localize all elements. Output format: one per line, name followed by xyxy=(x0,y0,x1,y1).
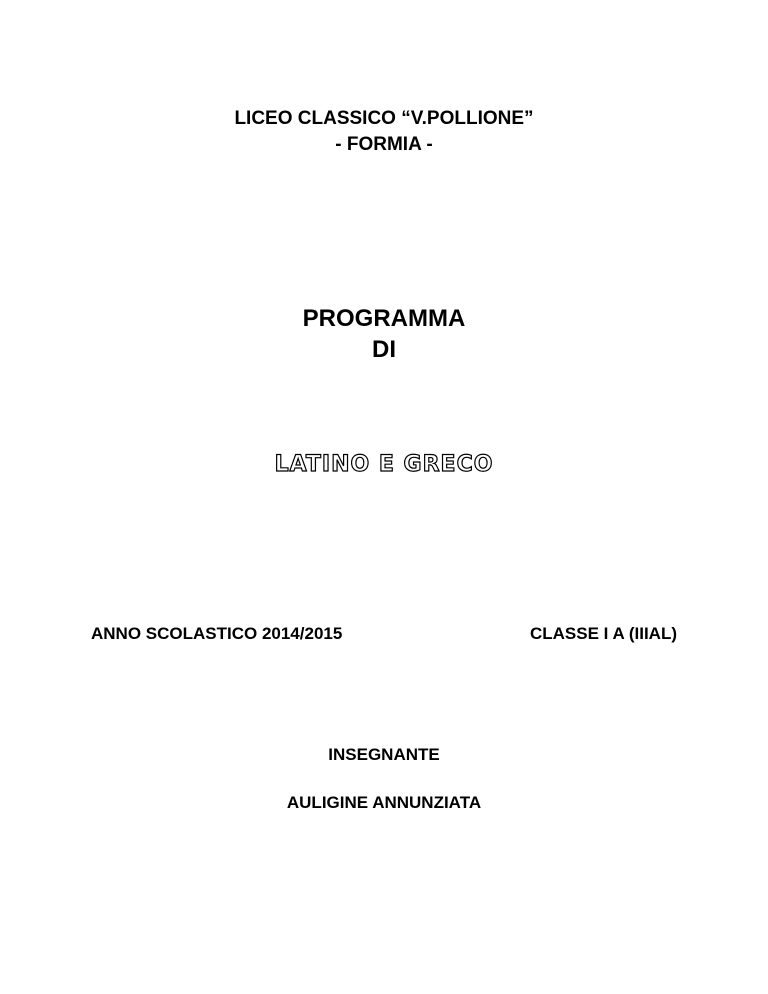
program-di: DI xyxy=(372,336,396,363)
school-year: ANNO SCOLASTICO 2014/2015 xyxy=(91,624,343,643)
subject-title: LATINO E GRECO xyxy=(274,452,494,477)
school-city: - FORMIA - xyxy=(335,134,433,155)
teacher-name: AULIGINE ANNUNZIATA xyxy=(286,793,482,812)
class-label: CLASSE I A (IIIAL) xyxy=(529,624,677,643)
school-name: LICEO CLASSICO “V.POLLIONE” xyxy=(234,108,534,129)
program-title: PROGRAMMA xyxy=(302,305,466,332)
teacher-label: INSEGNANTE xyxy=(328,745,440,764)
